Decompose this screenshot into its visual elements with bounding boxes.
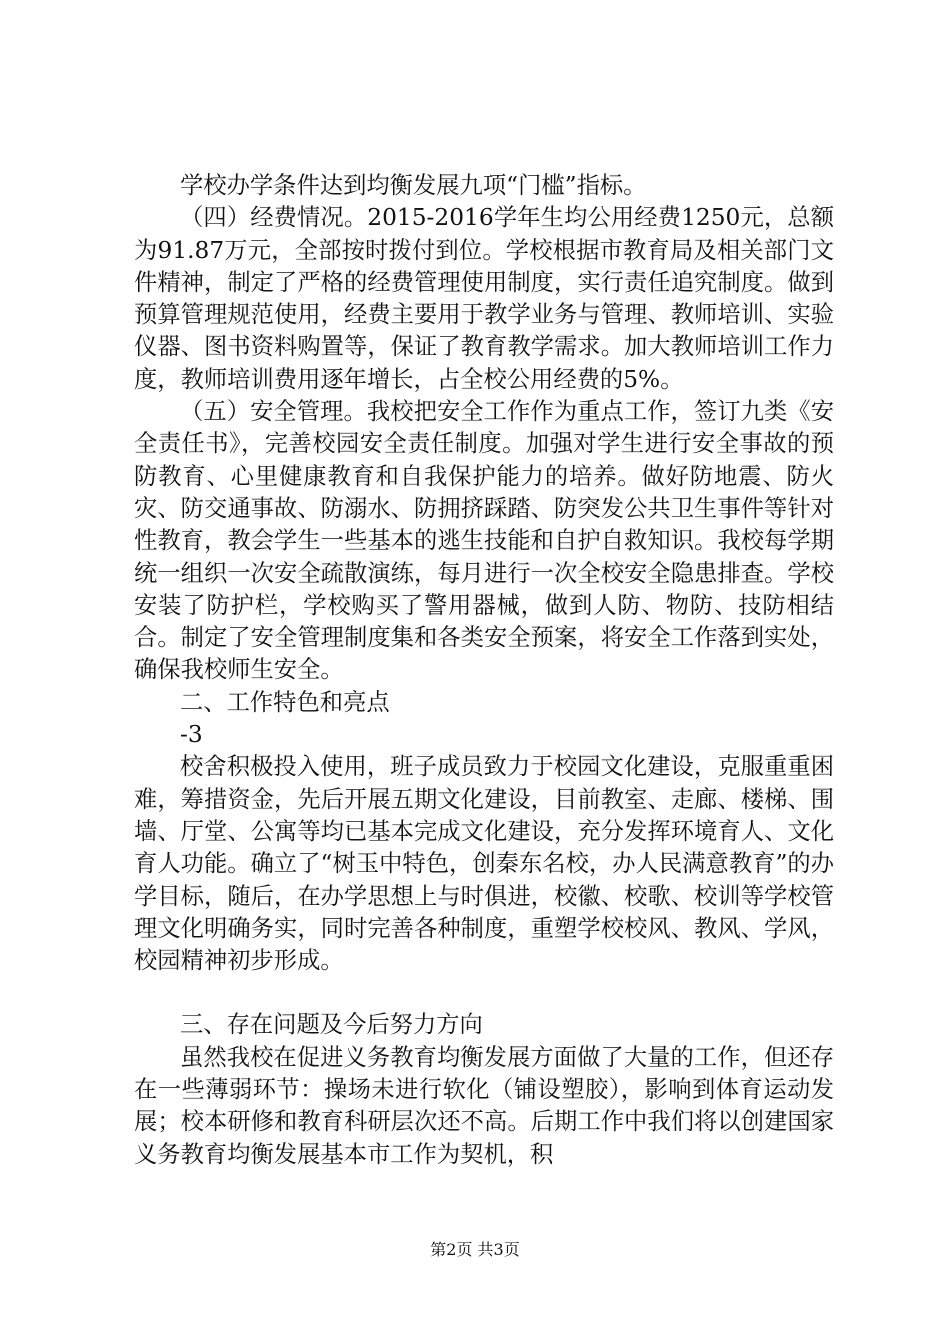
- paragraph-problems: 虽然我校在促进义务教育均衡发展方面做了大量的工作，但还存在一些薄弱环节：操场未进行软化（铺设塑胶），影响到体育运动发展；校本研修和教育科研层次还不高。后期工作中我们将以创建国家义务教育均衡发展基本市工作为契机，积: [134, 1043, 834, 1168]
- page-marker: -3: [180, 721, 203, 749]
- section-heading-problems: 三、存在问题及今后努力方向: [180, 1011, 483, 1039]
- paragraph-campus-culture: 校舍积极投入使用，班子成员致力于校园文化建设，克服重重困难，筹措资金，先后开展五期文化建设，目前教室、走廊、楼梯、围墙、厅堂、公寓等均已基本完成文化建设，充分发挥环境育人、文化育人功能。确立了“树玉中特色，创秦东名校，办人民满意教育”的办学目标，随后，在办学思想上与时俱进，校徽、校歌、校训等学校管理文化明确务实，同时完善各种制度，重塑学校校风、教风、学风，校园精神初步形成。: [134, 753, 834, 975]
- paragraph-safety: （五）安全管理。我校把安全工作作为重点工作，签订九类《安全责任书》，完善校园安全责任制度。加强对学生进行安全事故的预防教育、心里健康教育和自我保护能力的培养。做好防地震、防火灾、防交通事故、防溺水、防拥挤踩踏、防突发公共卫生事件等针对性教育，教会学生一些基本的逃生技能和自护自救知识。我校每学期统一组织一次安全疏散演练，每月进行一次全校安全隐患排查。学校安装了防护栏，学校购买了警用器械，做到人防、物防、技防相结合。制定了安全管理制度集和各类安全预案，将安全工作落到实处，确保我校师生安全。: [134, 398, 834, 684]
- paragraph-continuation: 学校办学条件达到均衡发展九项“门槛”指标。: [180, 172, 647, 199]
- paragraph-gap: [134, 977, 834, 1009]
- paragraph-funding: （四）经费情况。2015-2016学年生均公用经费1250元，总额为91.87万元，全部按时拨付到位。学校根据市教育局及相关部门文件精神，制定了严格的经费管理使用制度，实行责任追究制度。做到预算管理规范使用，经费主要用于教学业务与管理、教师培训、实验仪器、图书资料购置等，保证了教育教学需求。加大教师培训工作力度，教师培训费用逐年增长，占全校公用经费的5%。: [134, 204, 834, 393]
- section-heading-features: 二、工作特色和亮点: [180, 688, 390, 716]
- document-body: [134, 170, 834, 1171]
- page-number-footer: 第2页 共3页: [430, 1240, 520, 1259]
